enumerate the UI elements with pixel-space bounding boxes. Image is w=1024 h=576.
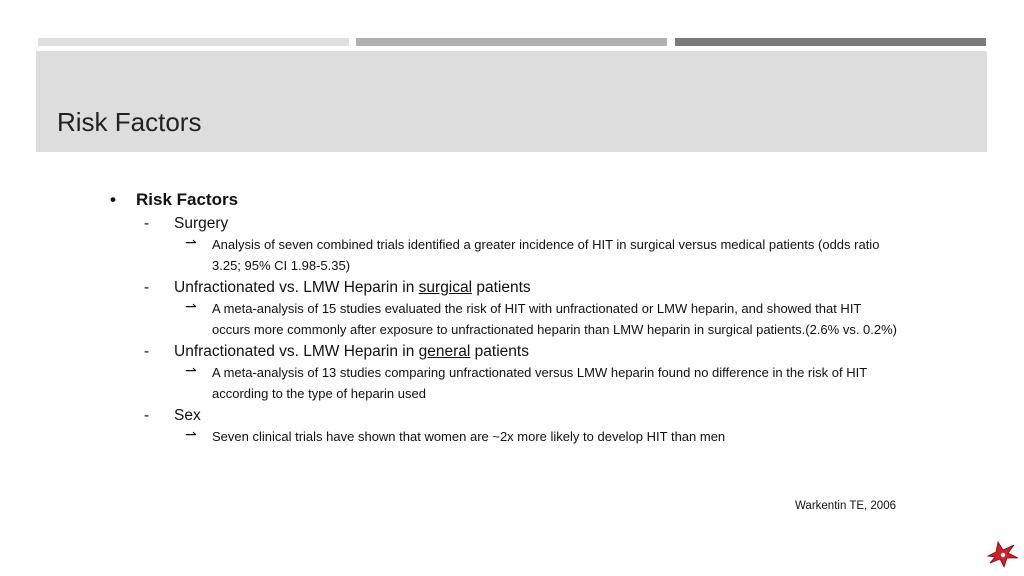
subitem-heading-prefix: Unfractionated vs. LMW Heparin in <box>174 279 419 296</box>
slide-title: Risk Factors <box>57 107 202 137</box>
bullet-heading-text: Risk Factors <box>136 190 239 209</box>
detail-text: Analysis of seven combined trials identified a greater incidence of HIT in surgical versus medical patients (odds ratio 3.25; 95% CI 1.98-5.35) <box>212 237 880 273</box>
detail-text: A meta-analysis of 13 studies comparing unfractionated versus LMW heparin found no difference in the risk of HIT according to the type of heparin used <box>212 365 867 401</box>
dash-marker: - <box>144 343 150 360</box>
subitem-heading-prefix: Unfractionated vs. LMW Heparin in <box>174 343 419 360</box>
harpoon-arrow-icon: ⇀ <box>185 234 197 250</box>
header-bar-mid <box>356 38 667 46</box>
subitem-heading-underlined: surgical <box>418 279 473 296</box>
dash-marker: - <box>144 215 150 232</box>
dash-marker: - <box>144 279 150 296</box>
subitem-sex <box>110 405 900 426</box>
red-star-burst-icon <box>984 536 1020 570</box>
detail-surgical-patients <box>110 298 900 340</box>
bullet-heading <box>110 188 900 212</box>
title-band <box>36 51 987 152</box>
harpoon-arrow-icon: ⇀ <box>185 426 197 442</box>
header-bar-dark <box>675 38 986 46</box>
subitem-heading: Surgery <box>174 215 229 232</box>
bullet-icon: • <box>110 190 116 209</box>
detail-text: Seven clinical trials have shown that women are ~2x more likely to develop HIT than men <box>212 429 726 444</box>
detail-general-patients <box>110 362 900 404</box>
detail-text: A meta-analysis of 15 studies evaluated the risk of HIT with unfractionated or LMW heparin, and showed that HIT occurs more commonly after exposure to unfractionated heparin than LMW heparin in surgical patients.(2.6% vs. 0.2%) <box>212 301 898 337</box>
header-bar-light <box>38 38 349 46</box>
subitem-heading-underlined: general <box>418 343 471 360</box>
slide-content <box>110 188 900 447</box>
subitem-general-patients <box>110 341 900 362</box>
harpoon-arrow-icon: ⇀ <box>185 298 197 314</box>
subitem-heading-suffix: patients <box>472 279 531 296</box>
subitem-heading: Sex <box>174 407 201 424</box>
citation: Warkentin TE, 2006 <box>795 500 896 512</box>
detail-sex <box>110 426 900 447</box>
harpoon-arrow-icon: ⇀ <box>185 362 197 378</box>
dash-marker: - <box>144 407 150 424</box>
subitem-surgery <box>110 213 900 234</box>
detail-surgery <box>110 234 900 276</box>
subitem-heading-suffix: patients <box>470 343 529 360</box>
subitem-surgical-patients <box>110 277 900 298</box>
